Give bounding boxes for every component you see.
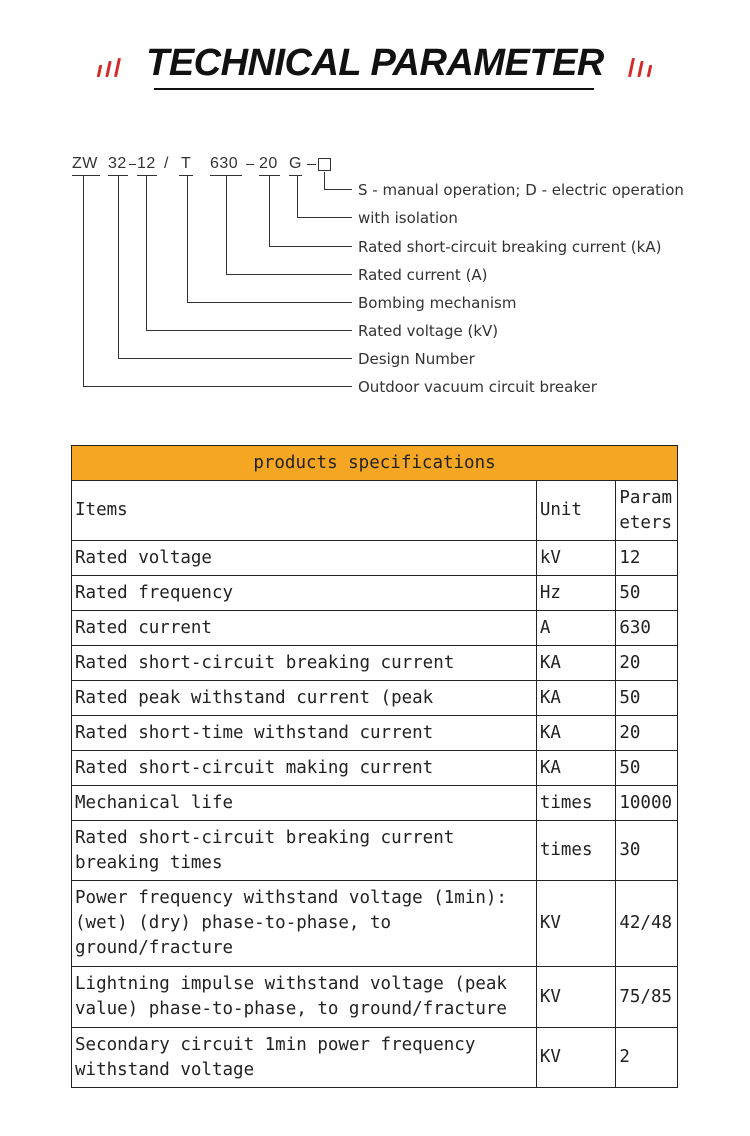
desc-operation: S - manual operation; D - electric operation — [358, 181, 684, 199]
row-item: Rated voltage — [72, 541, 537, 576]
code-rated-voltage: 12 — [137, 155, 156, 172]
row-unit: KV — [536, 967, 616, 1028]
title-underline — [154, 88, 594, 90]
row-item: Rated short-circuit breaking current — [72, 646, 537, 681]
table-caption: products specifications — [72, 446, 678, 481]
row-item: Lightning impulse withstand voltage (peak value) phase-to-phase, to ground/fracture — [72, 967, 537, 1028]
row-unit: times — [536, 821, 616, 881]
header-items: Items — [72, 481, 537, 541]
code-isolation: G — [289, 155, 302, 172]
table-caption-row — [72, 446, 678, 481]
row-unit: A — [536, 611, 616, 646]
model-code-diagram — [0, 150, 750, 410]
table-row — [72, 786, 678, 821]
table-row — [72, 541, 678, 576]
table-row — [72, 576, 678, 611]
row-item: Secondary circuit 1min power frequency withstand voltage — [72, 1028, 537, 1088]
row-unit: Hz — [536, 576, 616, 611]
decorative-stripes-right-icon — [628, 58, 658, 80]
code-mechanism: T — [181, 155, 192, 172]
row-unit: KA — [536, 681, 616, 716]
desc-series: Outdoor vacuum circuit breaker — [358, 378, 597, 396]
row-value: 50 — [616, 681, 678, 716]
code-design-number: 32 — [108, 155, 127, 172]
row-unit: times — [536, 786, 616, 821]
row-value: 20 — [616, 716, 678, 751]
code-slash: / — [164, 155, 169, 172]
row-unit: kV — [536, 541, 616, 576]
header-unit: Unit — [536, 481, 616, 541]
row-item: Rated short-circuit making current — [72, 751, 537, 786]
row-unit: KA — [536, 716, 616, 751]
table-row — [72, 646, 678, 681]
table-row — [72, 967, 678, 1028]
table-row — [72, 821, 678, 881]
desc-rated-voltage: Rated voltage (kV) — [358, 322, 499, 340]
page-header — [0, 38, 750, 98]
row-unit: KA — [536, 751, 616, 786]
row-unit: KA — [536, 646, 616, 681]
row-value: 2 — [616, 1028, 678, 1088]
row-item: Power frequency withstand voltage (1min): (wet) (dry) phase-to-phase, to ground/fracture — [72, 881, 537, 967]
desc-breaking-current: Rated short-circuit breaking current (kA) — [358, 238, 662, 256]
code-operation-box — [318, 158, 331, 171]
table-row — [72, 751, 678, 786]
row-value: 75/85 — [616, 967, 678, 1028]
row-item: Rated short-time withstand current — [72, 716, 537, 751]
row-value: 12 — [616, 541, 678, 576]
table-row — [72, 681, 678, 716]
row-item: Rated short-circuit breaking current breaking times — [72, 821, 537, 881]
code-breaking-current: 20 — [259, 155, 278, 172]
header-parameters: Parameters — [616, 481, 678, 541]
table-row — [72, 881, 678, 967]
code-rated-current: 630 — [210, 155, 239, 172]
desc-design-number: Design Number — [358, 350, 475, 368]
row-item: Rated peak withstand current (peak — [72, 681, 537, 716]
row-unit: KV — [536, 881, 616, 967]
table-header-row — [72, 481, 678, 541]
code-series: ZW — [72, 155, 98, 172]
row-value: 30 — [616, 821, 678, 881]
row-item: Rated frequency — [72, 576, 537, 611]
row-unit: KV — [536, 1028, 616, 1088]
row-value: 42/48 — [616, 881, 678, 967]
table-row — [72, 716, 678, 751]
row-value: 50 — [616, 751, 678, 786]
row-value: 20 — [616, 646, 678, 681]
table-row — [72, 611, 678, 646]
row-value: 10000 — [616, 786, 678, 821]
row-value: 50 — [616, 576, 678, 611]
desc-rated-current: Rated current (A) — [358, 266, 488, 284]
desc-mechanism: Bombing mechanism — [358, 294, 517, 312]
desc-isolation: with isolation — [358, 209, 458, 227]
table-row — [72, 1028, 678, 1088]
row-item: Rated current — [72, 611, 537, 646]
page-title: TECHNICAL PARAMETER — [146, 42, 604, 84]
specifications-table — [71, 445, 678, 1088]
row-item: Mechanical life — [72, 786, 537, 821]
row-value: 630 — [616, 611, 678, 646]
